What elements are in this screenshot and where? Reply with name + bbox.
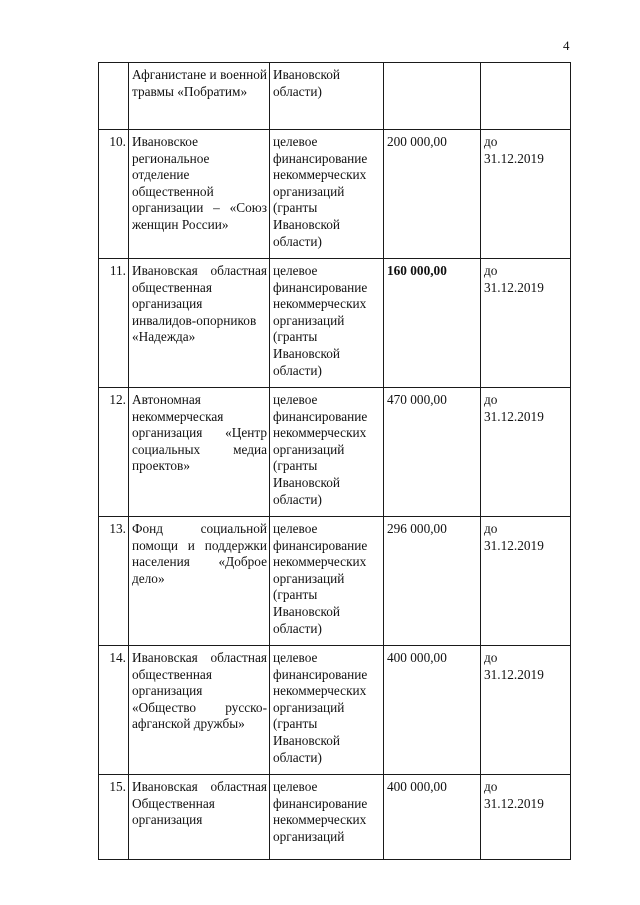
grant-amount: 160 000,00 [384,259,481,388]
page-number: 4 [563,38,570,53]
funding-purpose: целевое финансирование некоммерческих организаций (гранты Ивановской области) [270,130,384,259]
deadline-date [481,63,571,130]
funding-purpose: целевое финансирование некоммерческих организаций (гранты Ивановской области) [270,259,384,388]
grant-amount: 200 000,00 [384,130,481,259]
table-row [99,63,571,130]
organization-name: Ивановская областная общественная организация инвалидов-опорников «Надежда» [129,259,270,388]
table-row [99,130,571,259]
grant-amount: 400 000,00 [384,646,481,775]
organization-name: Автономная некоммерческая организация «Центр социальных медиа проектов» [129,388,270,517]
deadline-date: до 31.12.2019 [481,259,571,388]
funding-purpose: целевое финансирование некоммерческих организаций [270,775,384,860]
row-number: 15. [99,775,129,860]
row-number: 11. [99,259,129,388]
organization-name: Ивановская областная Общественная организация [129,775,270,860]
row-number: 10. [99,130,129,259]
row-number: 13. [99,517,129,646]
grants-table [98,62,571,860]
organization-name: Ивановское региональное отделение общественной организации – «Союз женщин России» [129,130,270,259]
grant-amount [384,63,481,130]
funding-purpose: целевое финансирование некоммерческих организаций (гранты Ивановской области) [270,646,384,775]
organization-name: Ивановская областная общественная организация «Общество русско-афганской дружбы» [129,646,270,775]
row-number: 12. [99,388,129,517]
deadline-date: до 31.12.2019 [481,388,571,517]
funding-purpose: целевое финансирование некоммерческих организаций (гранты Ивановской области) [270,388,384,517]
row-number: 14. [99,646,129,775]
deadline-date: до 31.12.2019 [481,646,571,775]
deadline-date: до 31.12.2019 [481,775,571,860]
table-row [99,259,571,388]
table-row [99,388,571,517]
table-row [99,646,571,775]
grant-amount: 400 000,00 [384,775,481,860]
table-row [99,775,571,860]
organization-name: Фонд социальной помощи и поддержки населения «Доброе дело» [129,517,270,646]
grant-amount: 296 000,00 [384,517,481,646]
funding-purpose: целевое финансирование некоммерческих организаций (гранты Ивановской области) [270,517,384,646]
deadline-date: до 31.12.2019 [481,517,571,646]
table-row [99,517,571,646]
funding-purpose: Ивановской области) [270,63,384,130]
organization-name: Афганистане и военной травмы «Побратим» [129,63,270,130]
row-number [99,63,129,130]
deadline-date: до 31.12.2019 [481,130,571,259]
grant-amount: 470 000,00 [384,388,481,517]
